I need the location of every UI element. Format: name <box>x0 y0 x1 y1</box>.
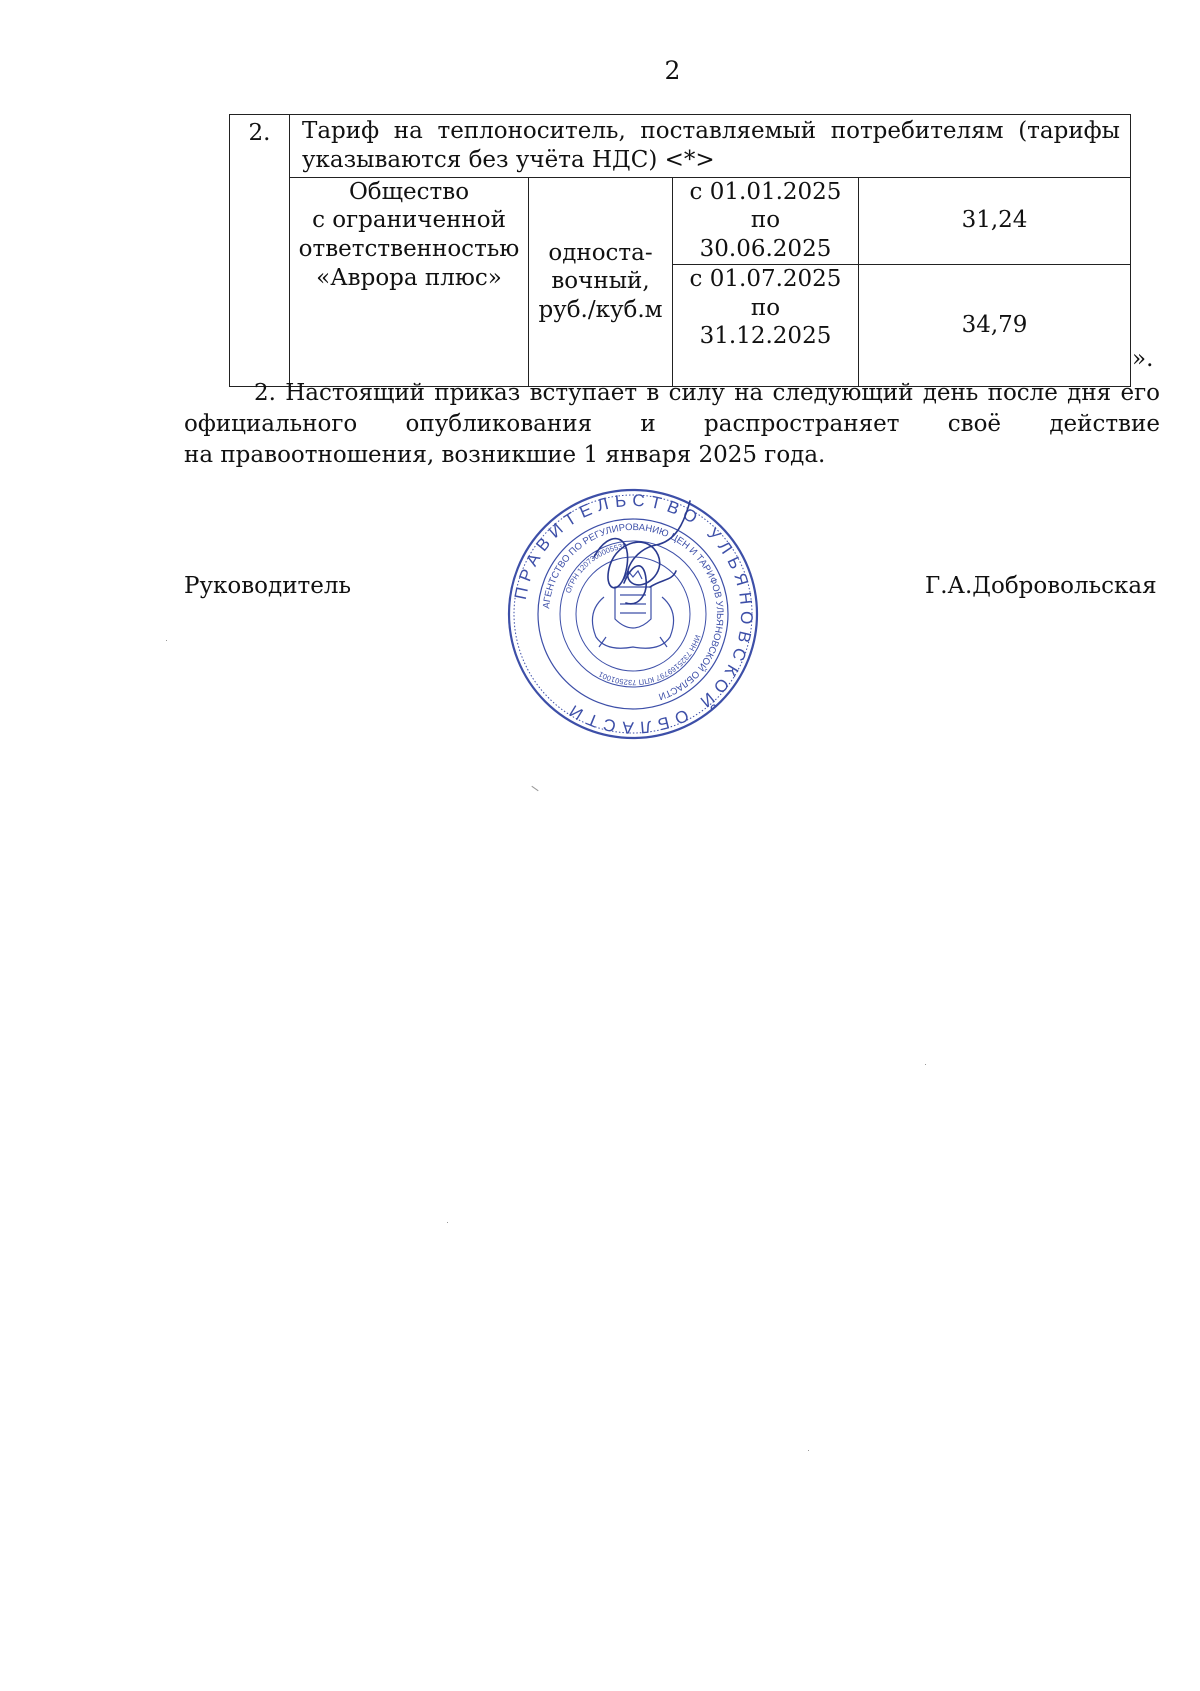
paragraph-word: на <box>734 380 764 406</box>
period-line: 31.12.2025 <box>699 323 832 350</box>
scan-speck <box>925 1064 926 1065</box>
paragraph-word: вступает <box>529 380 638 406</box>
effective-date-paragraph <box>184 378 1160 471</box>
paragraph-line-2 <box>184 409 1160 440</box>
paragraph-word: приказ <box>434 380 521 406</box>
page-number: 2 <box>664 56 681 85</box>
tariff-title-line-1 <box>302 117 1120 146</box>
coat-of-arms-icon <box>592 571 673 648</box>
unit-cell <box>529 177 673 386</box>
paragraph-line-1 <box>184 378 1160 409</box>
paragraph-word: в <box>646 380 660 406</box>
unit-line: вочный, <box>551 268 650 295</box>
paragraph-word: дня <box>1067 380 1112 406</box>
paragraph-word: силу <box>668 380 725 406</box>
paragraph-word: Настоящий <box>285 380 426 406</box>
period-line: с 01.01.2025 по <box>689 178 842 234</box>
paragraph-word: официального <box>184 411 358 437</box>
signatory-position: Руководитель <box>184 573 351 599</box>
period-cell-1 <box>673 177 859 264</box>
scan-speck <box>166 640 167 641</box>
tariff-value: 31,24 <box>961 207 1028 234</box>
organization-line: ответственностью <box>298 236 520 262</box>
row-number: 2. <box>248 120 271 146</box>
paragraph-word: и <box>640 411 656 437</box>
scan-speck <box>447 1222 448 1223</box>
tariff-title-line-2: указываются без учёта НДС) <*> <box>302 146 715 173</box>
organization-cell <box>290 177 529 386</box>
title-word: теплоноситель, <box>437 118 626 144</box>
unit-line: руб./куб.м <box>538 297 663 323</box>
period-line: 30.06.2025 <box>699 236 832 262</box>
paragraph-word: действие <box>1049 411 1160 437</box>
paragraph-word: распространяет <box>704 411 900 437</box>
seal-tax-id-text: ИНН 7325169797 КПП 732501001 <box>597 633 703 688</box>
paragraph-word: его <box>1120 380 1160 406</box>
row-number-cell <box>230 115 290 387</box>
paragraph-word: следующий <box>772 380 914 406</box>
tariff-table <box>229 114 1131 387</box>
paragraph-word: после <box>987 380 1058 406</box>
title-word: (тарифы <box>1018 118 1120 144</box>
tariff-value: 34,79 <box>961 311 1028 338</box>
title-word: на <box>393 118 423 144</box>
tariff-value-cell-1 <box>859 177 1131 264</box>
official-seal <box>506 487 760 741</box>
seal-registration-text: ОГРН 1207300005538 <box>563 541 628 595</box>
seal-inner-text: АГЕНТСТВО ПО РЕГУЛИРОВАНИЮ ЦЕН И ТАРИФОВ УЛЬЯНОВСКОЙ ОБЛАСТИ <box>541 521 726 702</box>
paragraph-word: опубликования <box>405 411 593 437</box>
title-word: Тариф <box>302 118 380 144</box>
tariff-title-cell <box>290 115 1131 178</box>
paragraph-word: день <box>922 380 979 406</box>
organization-line: «Аврора плюс» <box>316 264 502 291</box>
paragraph-word: своё <box>947 411 1002 437</box>
period-cell-2 <box>673 264 859 386</box>
scan-speck <box>808 1450 809 1451</box>
unit-line: односта- <box>548 239 653 266</box>
seal-outer-text: ПРАВИТЕЛЬСТВО УЛЬЯНОВСКОЙ ОБЛАСТИ <box>510 490 757 738</box>
title-word: потребителям <box>830 118 1004 144</box>
paragraph-word: 2. <box>254 380 276 406</box>
period-line: с 01.07.2025 по <box>689 265 842 321</box>
title-word: поставляемый <box>640 118 817 144</box>
organization-line: с ограниченной <box>312 207 506 234</box>
organization-line: Общество <box>348 178 470 205</box>
scan-speck <box>531 786 538 791</box>
closing-quote: ». <box>1132 346 1154 372</box>
signatory-name: Г.А.Добровольская <box>925 573 1157 599</box>
paragraph-line-3: на правоотношения, возникшие 1 января 2025 года. <box>184 442 826 468</box>
tariff-value-cell-2 <box>859 264 1131 386</box>
